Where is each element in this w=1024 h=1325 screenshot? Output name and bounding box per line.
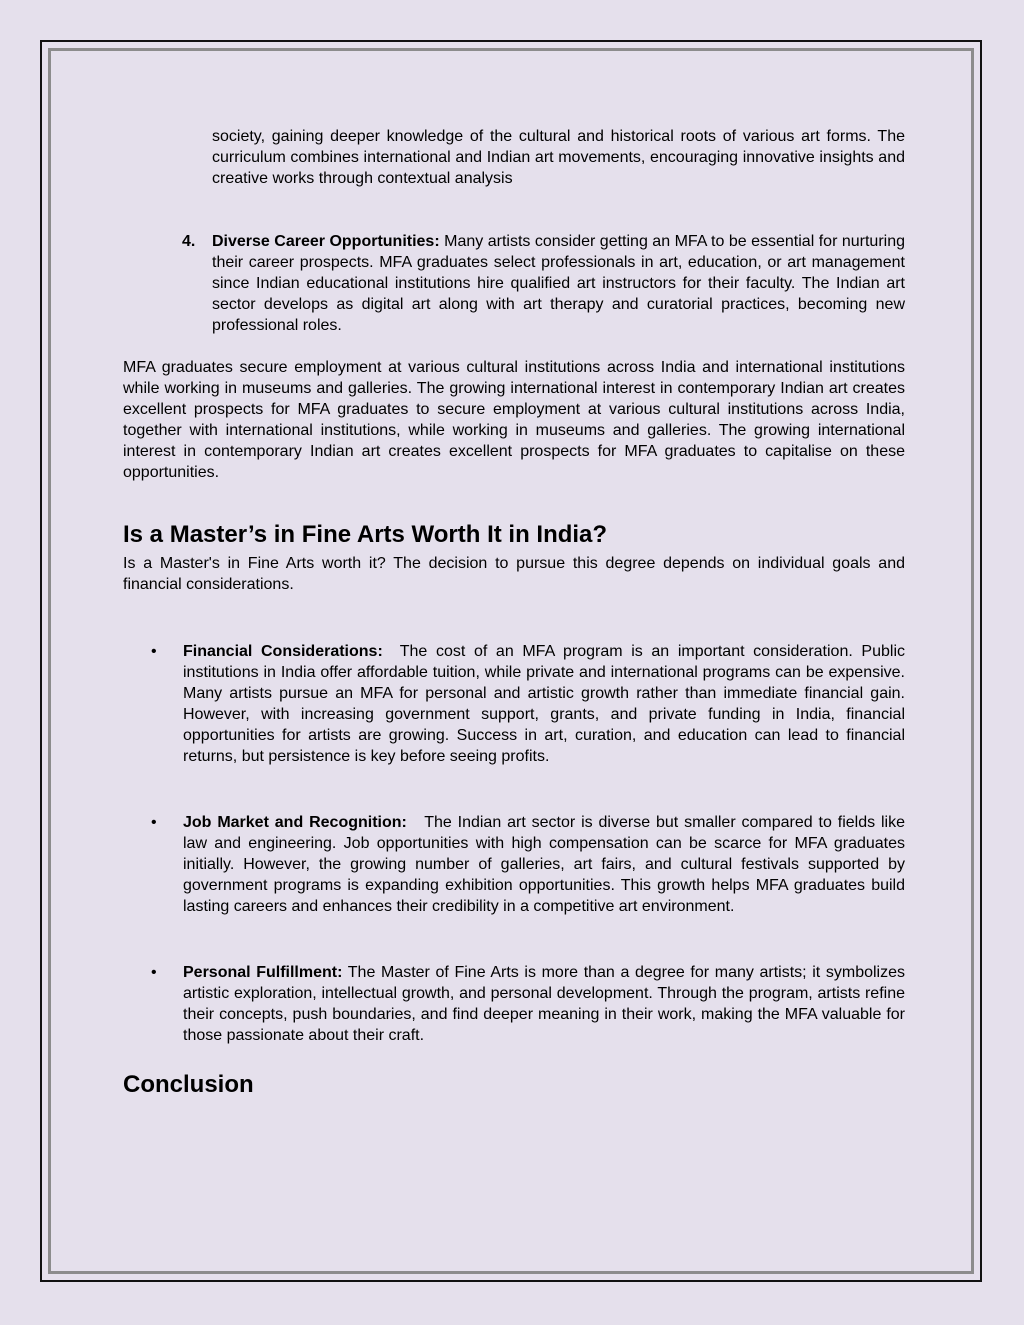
page-border-inner <box>48 48 974 1274</box>
bullet-title: Personal Fulfillment: <box>183 964 343 981</box>
section-heading-worth: Is a Master’s in Fine Arts Worth It in India? <box>123 521 608 548</box>
bullet-icon: • <box>151 814 157 831</box>
numbered-item-paragraph <box>212 231 905 336</box>
page-border-outer <box>40 40 982 1282</box>
bullet-title: Financial Considerations: <box>183 643 383 660</box>
bullet-paragraph <box>183 962 905 1046</box>
document-body <box>123 126 910 1100</box>
worth-intro-paragraph: Is a Master's in Fine Arts worth it? The decision to pursue this degree depends on individual goals and financial considerations. <box>123 555 905 593</box>
list-number: 4. <box>182 233 196 250</box>
section-heading-conclusion: Conclusion <box>123 1071 254 1098</box>
bullet-text: The cost of an MFA program is an important consideration. Public institutions in India offer affordable tuition, while private and international programs can be expensive. Many artists pursue an MFA for personal and artistic growth rather than immediate financial gain. However, with increasing government support, grants, and private funding in India, financial opportunities for artists are growing. Success in art, curation, and education can lead to financial returns, but persistence is key before seeing profits. <box>183 643 910 765</box>
bullet-icon: • <box>151 964 157 981</box>
continuation-paragraph: society, gaining deeper knowledge of the cultural and historical roots of various art forms. The curriculum combines international and Indian art movements, encouraging innovative insights and creative works through contextual analysis <box>212 128 905 187</box>
bullet-text: The Master of Fine Arts is more than a degree for many artists; it symbolizes artistic exploration, intellectual growth, and personal development. Through the program, artists refine their concepts, push boundaries, and find deeper meaning in their work, making the MFA valuable for those passionate about their craft. <box>183 964 905 1044</box>
bullet-item-job-market <box>151 812 910 917</box>
bullet-icon: • <box>151 643 157 660</box>
numbered-item-career <box>182 231 906 336</box>
bullet-title: Job Market and Recognition: <box>183 814 407 831</box>
bullet-paragraph <box>183 641 910 767</box>
mfa-employment-paragraph: MFA graduates secure employment at various cultural institutions across India and international institutions while working in museums and galleries. The growing international interest in contemporary Indian art creates excellent prospects for MFA graduates to secure employment at various cultural institutions across India, together with international institutions, while working in museums and galleries. The growing international interest in contemporary Indian art creates excellent prospects for MFA graduates to capitalise on these opportunities. <box>123 359 905 481</box>
bullet-item-personal <box>151 962 905 1046</box>
bullet-item-financial <box>151 641 910 767</box>
bullet-paragraph <box>183 812 910 917</box>
bullet-text: The Indian art sector is diverse but smaller compared to fields like law and engineering. Job opportunities with high compensation can be scarce for MFA graduates initially. However, the growing number of galleries, art fairs, and cultural festivals supported by government programs is expanding exhibition opportunities. This growth helps MFA graduates build lasting careers and enhances their credibility in a competitive art environment. <box>183 814 910 915</box>
numbered-item-title: Diverse Career Opportunities: <box>212 233 440 250</box>
numbered-item-text: Many artists consider getting an MFA to be essential for nurturing their career prospects. MFA graduates select professionals in art, education, or art management since Indian educational institutions hire qualified art instructors for their faculty. The Indian art sector develops as digital art along with art therapy and curatorial practices, becoming new professional roles. <box>212 233 906 334</box>
